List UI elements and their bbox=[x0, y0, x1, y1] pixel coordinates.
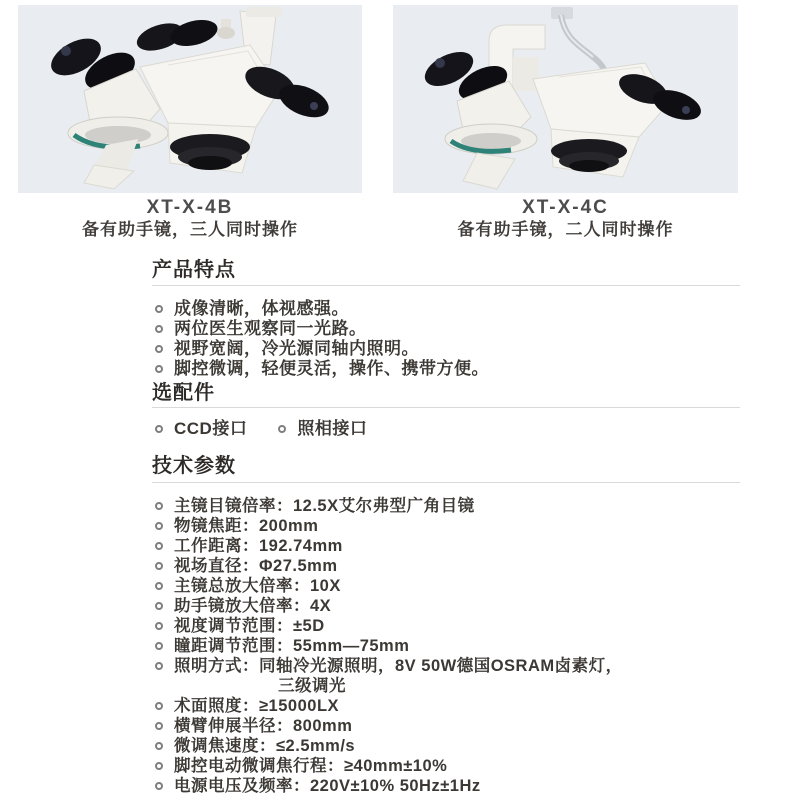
spec-text: 术面照度：≥15000LX bbox=[174, 697, 340, 715]
section-product-features bbox=[152, 258, 740, 379]
spec-item bbox=[152, 576, 740, 596]
spec-text-line1: 照明方式：同轴冷光源照明，8V 50W德国OSRAM卤素灯， bbox=[174, 657, 623, 675]
spec-text: 主镜总放大倍率：10X bbox=[174, 577, 341, 595]
product-photo-xt-x-4b bbox=[18, 5, 362, 193]
product-photo-xt-x-4c bbox=[393, 5, 738, 193]
spec-item-illumination bbox=[152, 656, 740, 696]
spec-text: 助手镜放大倍率：4X bbox=[174, 597, 332, 615]
product-model-name: XT-X-4C bbox=[522, 197, 609, 218]
product-model-name: XT-X-4B bbox=[146, 197, 234, 218]
spec-item bbox=[152, 736, 740, 756]
bullet-icon bbox=[155, 642, 163, 650]
spec-text bbox=[174, 656, 623, 696]
bullet-icon bbox=[155, 722, 163, 730]
spec-text: 横臂伸展半径：800mm bbox=[174, 717, 353, 735]
bullet-icon bbox=[155, 622, 163, 630]
feature-text: 脚控微调，轻便灵活，操作、携带方便。 bbox=[174, 359, 489, 378]
spec-item bbox=[152, 616, 740, 636]
accessory-item bbox=[152, 419, 247, 439]
product-model-description: 备有助手镜，三人同时操作 bbox=[82, 220, 298, 239]
bullet-icon bbox=[155, 542, 163, 550]
section-title-specs: 技术参数 bbox=[152, 454, 740, 483]
spec-text: 脚控电动微调焦行程：≥40mm±10% bbox=[174, 757, 448, 775]
spec-text: 视度调节范围：±5D bbox=[174, 617, 325, 635]
feature-item bbox=[152, 299, 740, 319]
bullet-icon bbox=[155, 562, 163, 570]
section-technical-parameters bbox=[152, 454, 740, 796]
spec-text: 微调焦速度：≤2.5mm/s bbox=[174, 737, 356, 755]
bullet-icon bbox=[155, 345, 163, 353]
spec-text: 视场直径：Φ27.5mm bbox=[174, 557, 338, 575]
microscope-xt-x-4c-illustration bbox=[393, 5, 738, 193]
spec-item bbox=[152, 696, 740, 716]
feature-item bbox=[152, 359, 740, 379]
spec-item bbox=[152, 496, 740, 516]
bullet-icon bbox=[155, 582, 163, 590]
spec-item bbox=[152, 636, 740, 656]
feature-text: 两位医生观察同一光路。 bbox=[174, 319, 367, 338]
feature-item bbox=[152, 339, 740, 359]
bullet-icon bbox=[155, 762, 163, 770]
bullet-icon bbox=[155, 325, 163, 333]
accessory-text: 照相接口 bbox=[297, 419, 368, 438]
bullet-icon bbox=[155, 522, 163, 530]
spec-item bbox=[152, 556, 740, 576]
spec-item bbox=[152, 536, 740, 556]
bullet-icon bbox=[278, 425, 286, 433]
bullet-icon bbox=[155, 365, 163, 373]
spec-text: 主镜目镜倍率：12.5X艾尔弗型广角目镜 bbox=[174, 497, 475, 515]
accessory-text: CCD接口 bbox=[174, 419, 248, 438]
bullet-icon bbox=[155, 702, 163, 710]
bullet-icon bbox=[155, 502, 163, 510]
feature-text: 成像清晰，体视感强。 bbox=[174, 299, 349, 318]
product-caption-xt-x-4c bbox=[393, 197, 738, 239]
bullet-icon bbox=[155, 662, 163, 670]
section-title-accessories: 选配件 bbox=[152, 381, 740, 408]
spec-text-line2: 三级调光 bbox=[278, 677, 346, 695]
spec-item bbox=[152, 716, 740, 736]
section-optional-accessories bbox=[152, 381, 740, 439]
spec-item bbox=[152, 596, 740, 616]
spec-item bbox=[152, 756, 740, 776]
spec-item bbox=[152, 776, 740, 796]
spec-text: 电源电压及频率：220V±10% 50Hz±1Hz bbox=[174, 777, 481, 795]
bullet-icon bbox=[155, 425, 163, 433]
microscope-xt-x-4b-illustration bbox=[18, 5, 362, 193]
accessory-item bbox=[275, 419, 367, 439]
section-title-features: 产品特点 bbox=[152, 258, 740, 286]
spec-item bbox=[152, 516, 740, 536]
features-list bbox=[152, 299, 740, 379]
bullet-icon bbox=[155, 742, 163, 750]
spec-text: 瞳距调节范围：55mm—75mm bbox=[174, 637, 410, 655]
accessories-list bbox=[152, 419, 740, 439]
feature-text: 视野宽阔，冷光源同轴内照明。 bbox=[174, 339, 419, 358]
product-model-description: 备有助手镜，二人同时操作 bbox=[457, 220, 674, 239]
spec-text: 物镜焦距：200mm bbox=[174, 517, 319, 535]
product-caption-xt-x-4b bbox=[18, 197, 362, 239]
bullet-icon bbox=[155, 782, 163, 790]
specs-list bbox=[152, 496, 740, 796]
bullet-icon bbox=[155, 305, 163, 313]
bullet-icon bbox=[155, 602, 163, 610]
spec-text: 工作距离：192.74mm bbox=[174, 537, 343, 555]
feature-item bbox=[152, 319, 740, 339]
